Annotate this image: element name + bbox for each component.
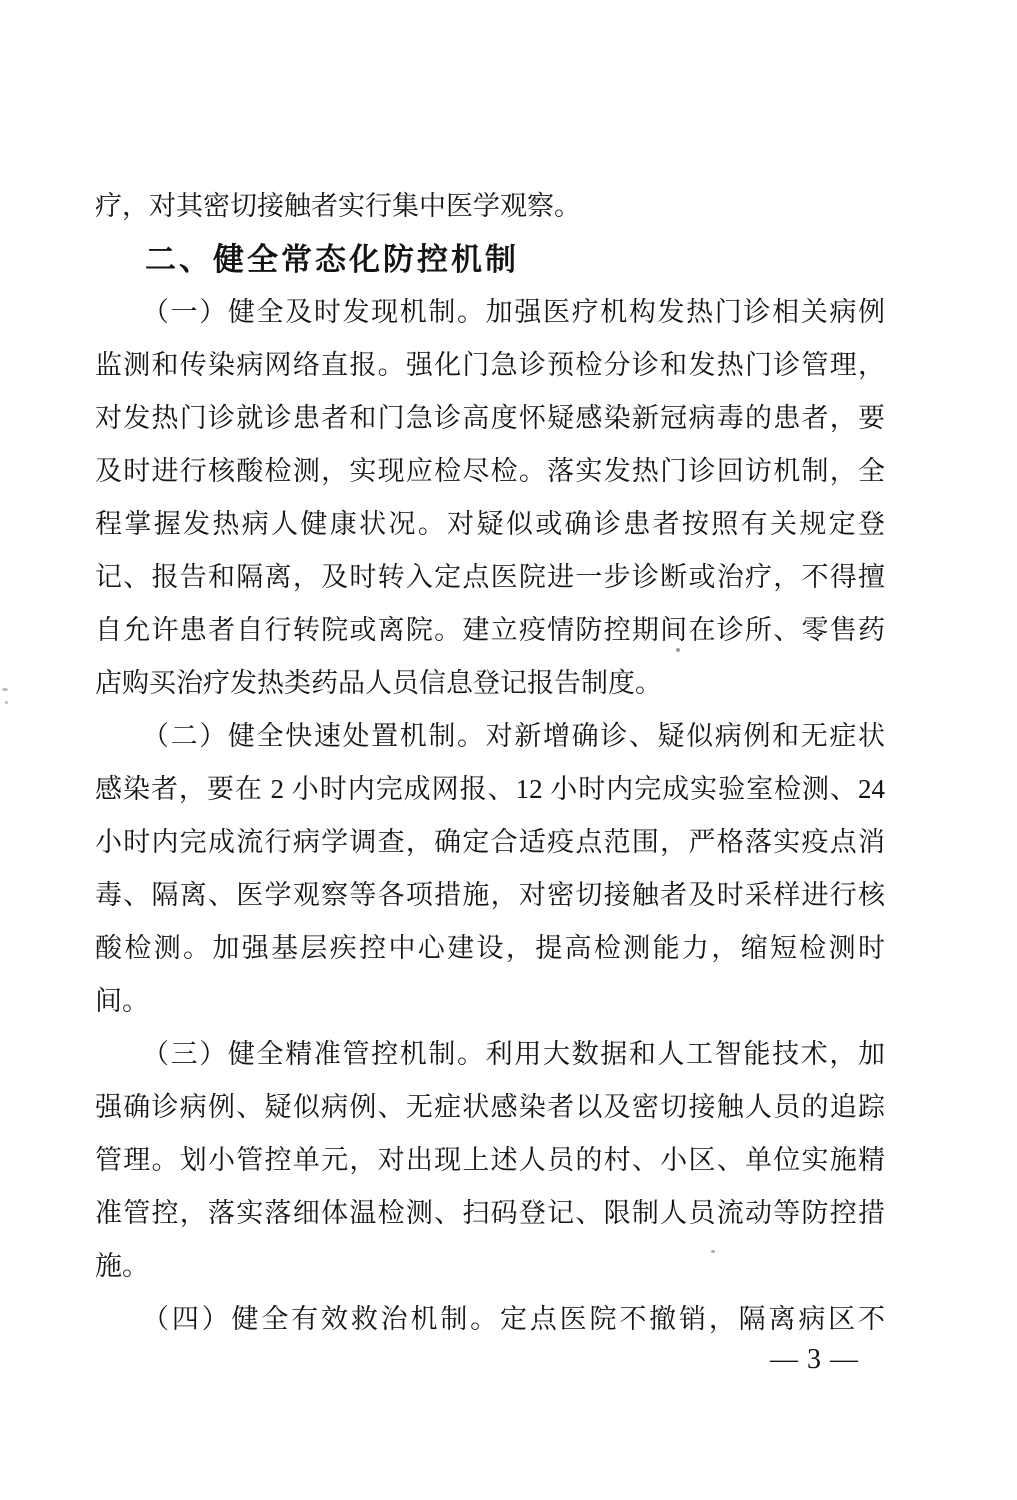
doc-line: 间。 (95, 986, 149, 1016)
doc-line: 自允许患者自行转院或离院。建立疫情防控期间在诊所、零售药 (95, 615, 885, 645)
doc-line: 小时内完成流行病学调查，确定合适疫点范围，严格落实疫点消 (95, 827, 885, 857)
doc-line: 施。 (95, 1251, 149, 1281)
doc-line: 对发热门诊就诊患者和门急诊高度怀疑感染新冠病毒的患者，要 (95, 403, 885, 433)
doc-line: 记、报告和隔离，及时转入定点医院进一步诊断或治疗，不得擅 (95, 562, 885, 592)
scan-speck (676, 648, 680, 652)
doc-line: 感染者，要在 2 小时内完成网报、12 小时内完成实验室检测、24 (95, 774, 885, 804)
scan-speck (5, 701, 8, 704)
doc-line: 及时进行核酸检测，实现应检尽检。落实发热门诊回访机制，全 (95, 456, 885, 486)
scan-speck (2, 688, 8, 691)
document-text-block (95, 180, 885, 1346)
doc-line: 酸检测。加强基层疾控中心建设，提高检测能力，缩短检测时 (95, 933, 885, 963)
paragraph-first-line: （三）健全精准管控机制。利用大数据和人工智能技术，加 (142, 1039, 885, 1069)
doc-line: 毒、隔离、医学观察等各项措施，对密切接触者及时采样进行核 (95, 880, 885, 910)
doc-line: 管理。划小管控单元，对出现上述人员的村、小区、单位实施精 (95, 1145, 885, 1175)
doc-line: 强确诊病例、疑似病例、无症状感染者以及密切接触人员的追踪 (95, 1092, 885, 1122)
paragraph-first-line: （二）健全快速处置机制。对新增确诊、疑似病例和无症状 (142, 721, 885, 751)
section-heading: 二、健全常态化防控机制 (145, 242, 519, 277)
paragraph-first-line: （四）健全有效救治机制。定点医院不撤销，隔离病区不 (142, 1304, 885, 1334)
doc-line: 准管控，落实落细体温检测、扫码登记、限制人员流动等防控措 (95, 1198, 885, 1228)
scan-speck (711, 1250, 715, 1253)
doc-line: 店购买治疗发热类药品人员信息登记报告制度。 (95, 668, 662, 698)
paragraph-first-line: （一）健全及时发现机制。加强医疗机构发热门诊相关病例 (142, 297, 885, 327)
page-number: — 3 — (770, 1344, 859, 1375)
doc-line: 程掌握发热病人健康状况。对疑似或确诊患者按照有关规定登 (95, 509, 885, 539)
doc-line: 监测和传染病网络直报。强化门急诊预检分诊和发热门诊管理， (95, 350, 885, 380)
doc-line: 疗，对其密切接触者实行集中医学观察。 (95, 191, 581, 221)
